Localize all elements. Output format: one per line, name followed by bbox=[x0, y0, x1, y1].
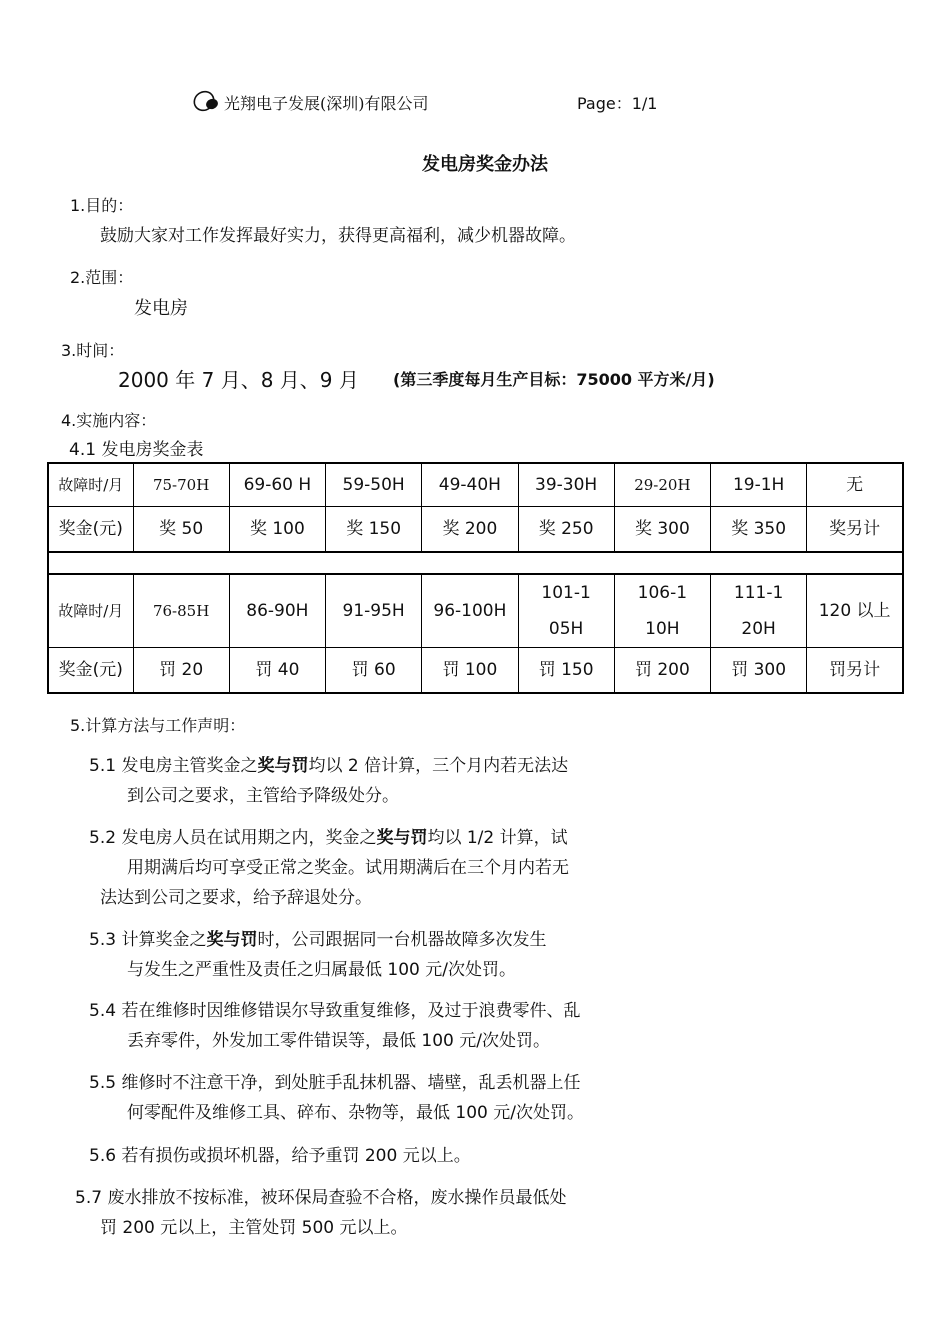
table-cell-text: 101-105H bbox=[541, 583, 591, 639]
rule-emphasis: 奖与罚 bbox=[376, 828, 428, 848]
table-cell: 奖金(元) bbox=[48, 648, 133, 694]
table-cell: 49-40H bbox=[422, 463, 518, 507]
table-cell-text: 106-110H bbox=[637, 583, 688, 639]
rule-text: 废水排放不按标准，被环保局查验不合格，废水操作员最低处 bbox=[102, 1188, 567, 1208]
rule-5-2 bbox=[89, 823, 569, 913]
table-cell: 奖 300 bbox=[614, 507, 710, 553]
table-cell: 奖另计 bbox=[807, 507, 903, 553]
rule-continuation: 与发生之严重性及责任之归属最低 100 元/次处罚。 bbox=[127, 960, 516, 980]
rule-text: 若在维修时因维修错误尔导致重复维修，及过于浪费零件、乱 bbox=[116, 1001, 581, 1021]
reward-amount-row bbox=[48, 507, 903, 553]
company-name: 光翔电子发展(深圳)有限公司 bbox=[224, 94, 429, 113]
table-cell: 奖 200 bbox=[422, 507, 518, 553]
table-cell: 59-50H bbox=[326, 463, 422, 507]
table-cell: 奖金(元) bbox=[48, 507, 133, 553]
rule-text: 维修时不注意干净，到处脏手乱抹机器、墙壁，乱丢机器上任 bbox=[116, 1073, 581, 1093]
table-cell bbox=[614, 574, 710, 648]
company-logo-icon bbox=[190, 88, 222, 114]
table-cell: 39-30H bbox=[518, 463, 614, 507]
rule-continuation: 罚 200 元以上，主管处罚 500 元以上。 bbox=[100, 1218, 408, 1238]
section-1-heading: 1.目的： bbox=[70, 196, 134, 215]
table-cell: 罚另计 bbox=[807, 648, 903, 694]
rule-continuation: 丢弃零件，外发加工零件错误等，最低 100 元/次处罚。 bbox=[127, 1031, 550, 1051]
table-cell: 罚 100 bbox=[422, 648, 518, 694]
table-cell: 奖 350 bbox=[711, 507, 807, 553]
rule-continuation: 法达到公司之要求，给予辞退处分。 bbox=[100, 888, 372, 908]
rule-text: 均以 1/2 计算，试 bbox=[427, 828, 568, 848]
table-cell: 76-85H bbox=[133, 574, 229, 648]
rule-emphasis: 奖与罚 bbox=[257, 756, 309, 776]
rule-5-1 bbox=[89, 751, 568, 811]
table-spacer-row bbox=[48, 552, 903, 574]
rule-text: 计算奖金之 bbox=[116, 930, 207, 950]
table-cell: 19-1H bbox=[711, 463, 807, 507]
table-cell: 无 bbox=[807, 463, 903, 507]
table-cell: 96-100H bbox=[422, 574, 518, 648]
section-4-subheading: 4.1 发电房奖金表 bbox=[69, 440, 204, 460]
table-cell: 69-60 H bbox=[229, 463, 325, 507]
rule-5-5 bbox=[89, 1068, 584, 1128]
rule-number: 5.3 bbox=[89, 930, 117, 950]
rule-number: 5.6 bbox=[89, 1146, 117, 1166]
penalty-amount-row bbox=[48, 648, 903, 694]
table-cell: 罚 20 bbox=[133, 648, 229, 694]
penalty-hours-row bbox=[48, 574, 903, 648]
rule-5-6 bbox=[89, 1141, 471, 1171]
table-cell: 故障时/月 bbox=[48, 463, 133, 507]
table-cell-text: 111-120H bbox=[733, 583, 784, 639]
table-cell: 罚 300 bbox=[711, 648, 807, 694]
table-cell: 罚 200 bbox=[614, 648, 710, 694]
table-cell bbox=[518, 574, 614, 648]
rule-5-3 bbox=[89, 925, 546, 985]
rule-number: 5.2 bbox=[89, 828, 117, 848]
bonus-table bbox=[47, 462, 904, 694]
rule-number: 5.7 bbox=[75, 1188, 103, 1208]
reward-hours-row bbox=[48, 463, 903, 507]
table-cell: 罚 60 bbox=[326, 648, 422, 694]
section-3-heading: 3.时间： bbox=[61, 341, 125, 360]
rule-5-7 bbox=[75, 1183, 566, 1243]
table-cell: 奖 150 bbox=[326, 507, 422, 553]
section-3-target: (第三季度每月生产目标：75000 平方米/月) bbox=[393, 370, 715, 389]
rule-text: 发电房主管奖金之 bbox=[116, 756, 258, 776]
rule-continuation: 到公司之要求，主管给予降级处分。 bbox=[127, 786, 399, 806]
table-cell bbox=[711, 574, 807, 648]
section-4-heading: 4.实施内容： bbox=[61, 411, 157, 430]
table-cell: 75-70H bbox=[133, 463, 229, 507]
table-cell: 奖 250 bbox=[518, 507, 614, 553]
rule-text: 若有损伤或损坏机器，给予重罚 200 元以上。 bbox=[116, 1146, 471, 1166]
table-cell: 奖 100 bbox=[229, 507, 325, 553]
document-title: 发电房奖金办法 bbox=[422, 154, 548, 175]
section-5-heading: 5.计算方法与工作声明： bbox=[70, 716, 246, 735]
table-cell: 86-90H bbox=[229, 574, 325, 648]
rule-number: 5.4 bbox=[89, 1001, 117, 1021]
table-cell: 罚 150 bbox=[518, 648, 614, 694]
table-cell: 故障时/月 bbox=[48, 574, 133, 648]
rule-continuation: 用期满后均可享受正常之奖金。试用期满后在三个月内若无 bbox=[127, 858, 569, 878]
rule-text: 均以 2 倍计算，三个月内若无法达 bbox=[308, 756, 569, 776]
table-cell: 29-20H bbox=[614, 463, 710, 507]
section-2-text: 发电房 bbox=[134, 298, 188, 319]
section-1-text: 鼓励大家对工作发挥最好实力，获得更高福利，减少机器故障。 bbox=[100, 226, 576, 246]
table-spacer-cell bbox=[48, 552, 903, 574]
rule-text: 时，公司跟据同一台机器故障多次发生 bbox=[257, 930, 547, 950]
table-cell: 奖 50 bbox=[133, 507, 229, 553]
page-indicator: Page：1/1 bbox=[577, 94, 658, 113]
rule-number: 5.1 bbox=[89, 756, 117, 776]
rule-number: 5.5 bbox=[89, 1073, 117, 1093]
section-2-heading: 2.范围： bbox=[70, 268, 134, 287]
rule-emphasis: 奖与罚 bbox=[206, 930, 258, 950]
rule-5-4 bbox=[89, 996, 580, 1056]
rule-continuation: 何零配件及维修工具、碎布、杂物等，最低 100 元/次处罚。 bbox=[127, 1103, 584, 1123]
rule-text: 发电房人员在试用期之内，奖金之 bbox=[116, 828, 377, 848]
section-3-time: 2000 年 7 月、8 月、9 月 bbox=[118, 368, 359, 392]
table-cell: 120 以上 bbox=[807, 574, 903, 648]
table-cell: 91-95H bbox=[326, 574, 422, 648]
table-cell: 罚 40 bbox=[229, 648, 325, 694]
